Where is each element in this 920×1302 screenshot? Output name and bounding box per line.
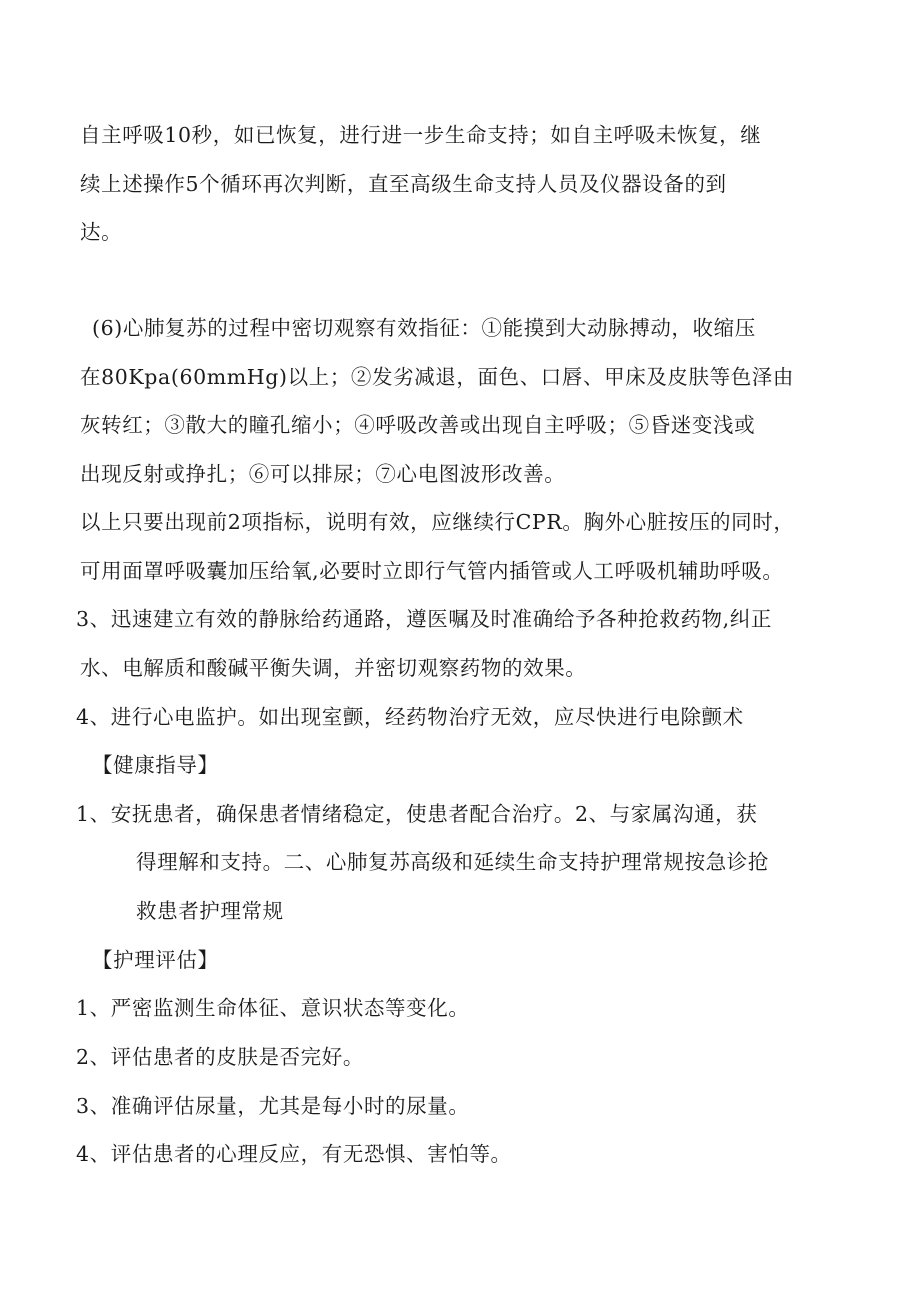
paragraph-line: 达。 (80, 220, 123, 244)
list-item: 1、安抚患者，确保患者情绪稳定，使患者配合治疗。2、与家属沟通，获 (76, 802, 758, 826)
paragraph-line: 救患者护理常规 (136, 899, 284, 923)
paragraph-line: 以上只要出现前2项指标，说明有效，应继续行CPR。胸外心脏按压的同时， (80, 510, 795, 534)
list-item: 4、评估患者的心理反应，有无恐惧、害怕等。 (76, 1142, 512, 1166)
paragraph-line: 可用面罩呼吸囊加压给氧,必要时立即行气管内插管或人工呼吸机辅助呼吸。 (80, 559, 784, 583)
paragraph-line: 出现反射或挣扎；⑥可以排尿；⑦心电图波形改善。 (80, 462, 566, 486)
list-item: 2、评估患者的皮肤是否完好。 (76, 1045, 364, 1069)
section-heading: 【健康指导】 (92, 753, 219, 777)
paragraph-line: 在80Kpa(60mmHg)以上；②发劣减退，面色、口唇、甲床及皮肤等色泽由 (80, 365, 795, 389)
paragraph-line: (6)心肺复苏的过程中密切观察有效指征：①能摸到大动脉搏动，收缩压 (92, 316, 756, 340)
list-item: 3、准确评估尿量，尤其是每小时的尿量。 (76, 1094, 470, 1118)
paragraph-line: 得理解和支持。二、心肺复苏高级和延续生命支持护理常规按急诊抢 (136, 850, 769, 874)
paragraph-line: 水、电解质和酸碱平衡失调，并密切观察药物的效果。 (80, 656, 587, 680)
list-item: 3、迅速建立有效的静脉给药通路，遵医嘱及时准确给予各种抢救药物,纠正 (76, 607, 772, 631)
list-item: 4、进行心电监护。如出现室颤，经药物治疗无效，应尽快进行电除颤术 (76, 705, 744, 729)
paragraph-line: 续上述操作5个循环再次判断，直至高级生命支持人员及仪器设备的到 (80, 172, 727, 196)
list-item: 1、严密监测生命体征、意识状态等变化。 (76, 996, 470, 1020)
section-heading: 【护理评估】 (92, 948, 219, 972)
paragraph-line: 灰转红；③散大的瞳孔缩小；④呼吸改善或出现自主呼吸；⑤昏迷变浅或 (80, 413, 756, 437)
paragraph-line: 自主呼吸10秒，如已恢复，进行进一步生命支持；如自主呼吸未恢复，继 (80, 123, 762, 147)
